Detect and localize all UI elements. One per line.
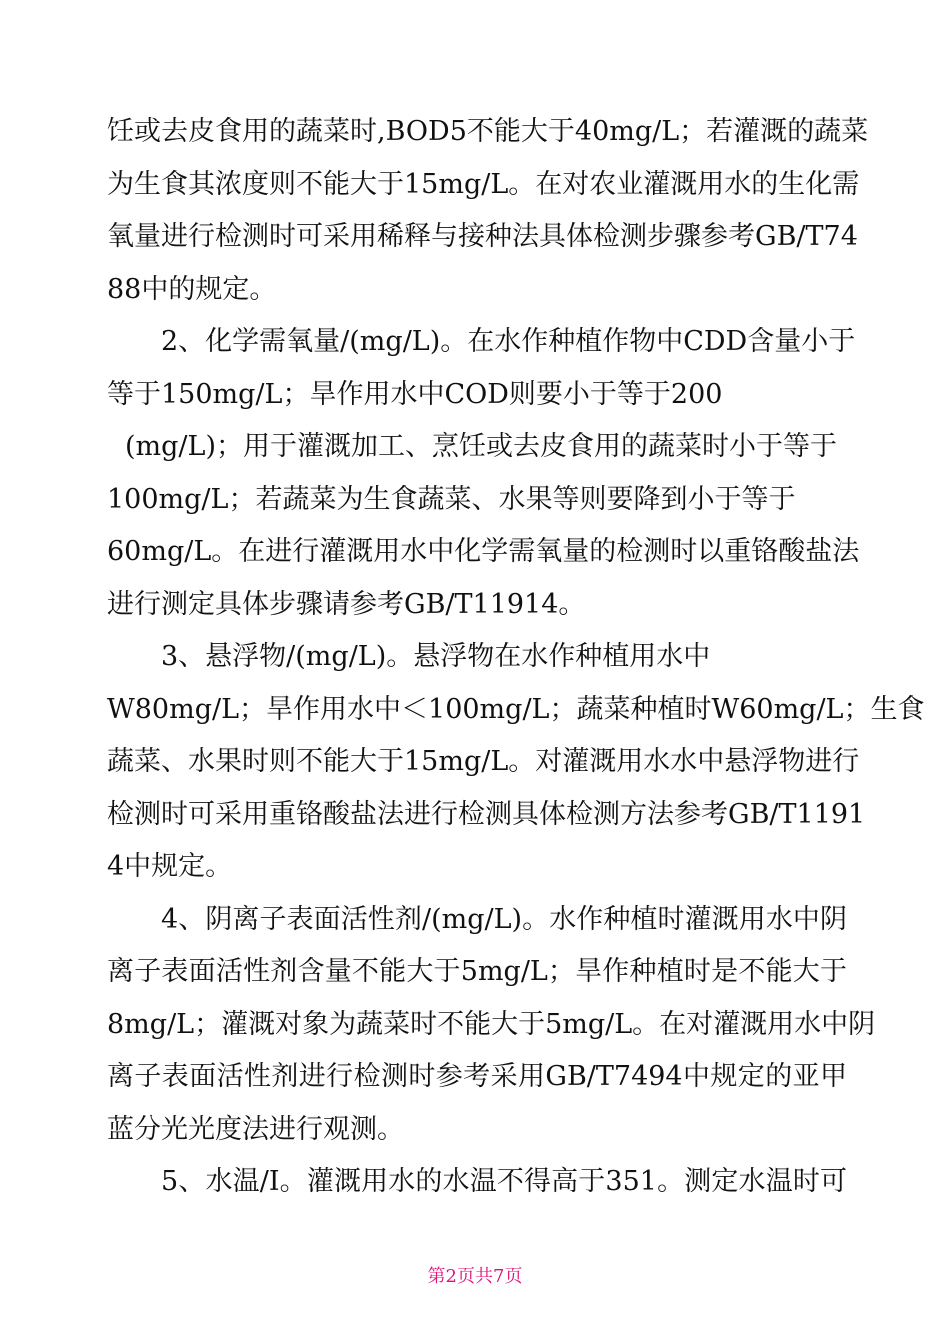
text-line: 60mg/L。在进行灌溉用水中化学需氧量的检测时以重铬酸盐法 [107,536,860,567]
page-number-footer: 第2页共7页 [427,1266,523,1287]
text-line: 为生食其浓度则不能大于15mg/L。在对农业灌溉用水的生化需 [107,168,860,200]
text-line: 8mg/L；灌溉对象为蔬菜时不能大于5mg/L。在对灌溉用水中阴 [107,1008,876,1040]
paragraph-4-start: 4、阴离子表面活性剂/(mg/L)。水作种植时灌溉用水中阴 [161,903,847,935]
text-line: 等于150mg/L；旱作用水中COD则要小于等于200 [107,378,723,410]
paragraph-5-start: 5、水温/I。灌溉用水的水温不得高于351。测定水温时可 [161,1166,847,1197]
text-line: 进行测定具体步骤请参考GB/T11914。 [107,588,586,620]
text-line: 氧量进行检测时可采用稀释与接种法具体检测步骤参考GB/T74 [107,221,858,252]
text-line: 100mg/L；若蔬菜为生食蔬菜、水果等则要降到小于等于 [107,483,796,515]
text-line: 蓝分光光度法进行观测。 [107,1113,404,1145]
text-line: (mg/L)；用于灌溉加工、烹饪或去皮食用的蔬菜时小于等于 [125,431,837,462]
text-line: 饪或去皮食用的蔬菜时,BOD5不能大于40mg/L；若灌溉的蔬菜 [107,116,869,147]
paragraph-2-start: 2、化学需氧量/(mg/L)。在水作种植作物中CDD含量小于 [161,326,856,357]
document-body [107,106,925,1209]
text-line: 4中规定。 [107,851,233,882]
text-line: 检测时可采用重铬酸盐法进行检测具体检测方法参考GB/T1191 [107,798,866,830]
text-line: 88中的规定。 [107,273,277,305]
text-line: 蔬菜、水果时则不能大于15mg/L。对灌溉用水水中悬浮物进行 [107,746,860,777]
paragraph-3-start: 3、悬浮物/(mg/L)。悬浮物在水作种植用水中 [161,641,711,672]
text-line: W80mg/L；旱作用水中＜100mg/L；蔬菜种植时W60mg/L；生食 [107,693,925,725]
text-line: 离子表面活性剂进行检测时参考采用GB/T7494中规定的亚甲 [107,1061,847,1092]
text-line: 离子表面活性剂含量不能大于5mg/L；旱作种植时是不能大于 [107,956,847,987]
